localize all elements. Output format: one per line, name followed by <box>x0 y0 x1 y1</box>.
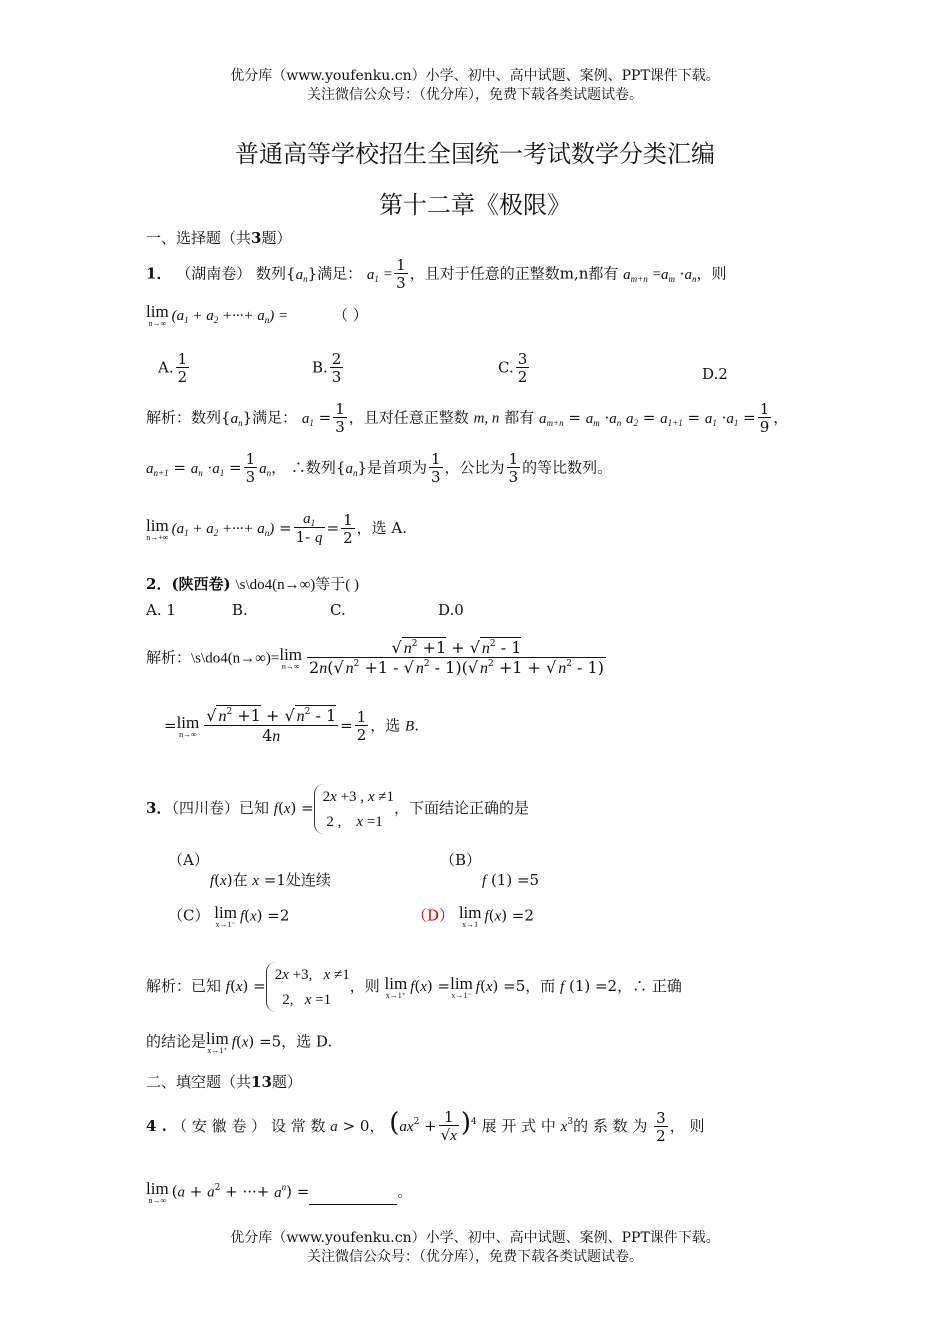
q1-analysis-line-2: $a_{n+1} = a_n \cdot a_1$ = $\frac{1}{3}$ $a_n$， ∴数列$\{a_n\}$是首项为 $\frac{1}{3}$ ，公比为 $\frac{1}{3}$ 的等比数列。 <box>146 450 613 486</box>
q3-option-b: （B） f (1) =5 <box>440 851 540 889</box>
q1-analysis-line-3: lim n→+∞ ($a_1 + a_2$ +···+ $a_n$) = $\frac{a_1}{1- q}$ = $\frac{1}{2}$ ，选 A. <box>146 510 408 547</box>
q1-analysis-line-1: 解析：数列$\{a_n\}$满足： $a_1$ = $\frac{1}{3}$ ，且对任意正整数 m, n 都有 $a_{m+n} = a_m \cdot a_n$ $a_2 = a_{1+1} = a_1 \cdot a_1$ = $\frac{1}{9}$ ， <box>146 400 789 436</box>
footer-line-2: 关注微信公众号：（优分库），免费下载各类试题试卷。 <box>307 1249 643 1265</box>
header-line-2: 关注微信公众号：（优分库），免费下载各类试题试卷。 <box>307 87 643 103</box>
question-4-limit: lim n→∞ ($a + a^2$ + ···+ $a^n$) = 。 <box>146 1179 413 1205</box>
q2-option-d: D.0 <box>438 601 464 619</box>
q3-analysis-line-1: 解析：已知 f(x) =2x +3, x ≠1 2, x =1，则 lim x→1⁺ f(x) = lim x→1⁻ f(x) =5，而 f (1) =2，∴ 正确 <box>146 962 682 1012</box>
q1-option-c: C. $\frac{3}{2}$ <box>498 350 528 386</box>
q2-option-b: B. <box>232 601 248 619</box>
q3-option-c: （C） lim x→1⁻ f(x) =2 <box>168 903 290 929</box>
page-title: 普通高等学校招生全国统一考试数学分类汇编 <box>235 140 715 168</box>
q2-analysis-line-1: 解析：\s\do4(n→∞)= lim n→∞ $\frac{√ n^2 +1 + √ n^2 - 1}{2n(√ n^2 +1 - √ n^2 - 1)(√ n^2 +1 + √ n^2 - 1)}$ <box>146 638 604 677</box>
question-1-limit: lim n→∞ ($a_1 + a_2$ +···+ $a_n$) = （ ） <box>146 302 368 328</box>
q2-option-c: C. <box>330 601 346 619</box>
q1-option-d: D.2 <box>702 365 728 383</box>
question-2-stem: 2．(陕西卷) \s\do4(n→∞)等于( ) <box>146 575 360 593</box>
footer-line-1: 优分库（www.youfenku.cn）小学、初中、高中试题、案例、PPT课件下载。 <box>230 1230 720 1246</box>
q3-analysis-line-2: 的结论是 lim x→1⁺ f(x) =5，选 D. <box>146 1029 333 1055</box>
question-4-stem: 4 . （ 安 徽 卷 ） 设 常 数 a > 0， ($ax^2$ + $\frac{1}{√x}$ )$^4$ 展 开 式 中 $x^3$的 系 数 为 $\frac{3}{2}$ ， 则 <box>146 1108 705 1145</box>
question-3-stem: 3．（四川卷）已知 f(x) =2x +3 , x ≠1 2 , x =1，下面结论正确的是 <box>146 784 529 834</box>
q1-option-a: A. $\frac{1}{2}$ <box>158 350 188 386</box>
answer-blank[interactable] <box>309 1190 397 1205</box>
section-heading-fill: 二、填空题（共13题） <box>146 1073 302 1091</box>
chapter-title: 第十二章《极限》 <box>379 191 571 219</box>
q2-analysis-line-2: = lim n→∞ $\frac{√ n^2 +1 + √ n^2 - 1}{4n}$ = $\frac{1}{2}$ ，选 B. <box>164 706 419 745</box>
q1-option-b: B. $\frac{2}{3}$ <box>312 350 342 386</box>
question-1-stem: 1． （湖南卷） 数列$\{a_n\}$满足： $a_1$ = $\frac{1}{3}$ ，且对于任意的正整数m,n都有 $a_{m+n} =a_m \cdot a_n$，则 <box>146 256 727 292</box>
q3-option-d: （D） lim x→1 f(x) =2 <box>412 903 534 929</box>
header-line-1: 优分库（www.youfenku.cn）小学、初中、高中试题、案例、PPT课件下载。 <box>230 68 720 84</box>
q3-option-a: （A） f(x)在 x =1处连续 <box>168 851 331 889</box>
q2-option-a: A. 1 <box>146 601 176 619</box>
section-heading-choice: 一、选择题（共3题） <box>146 229 292 247</box>
